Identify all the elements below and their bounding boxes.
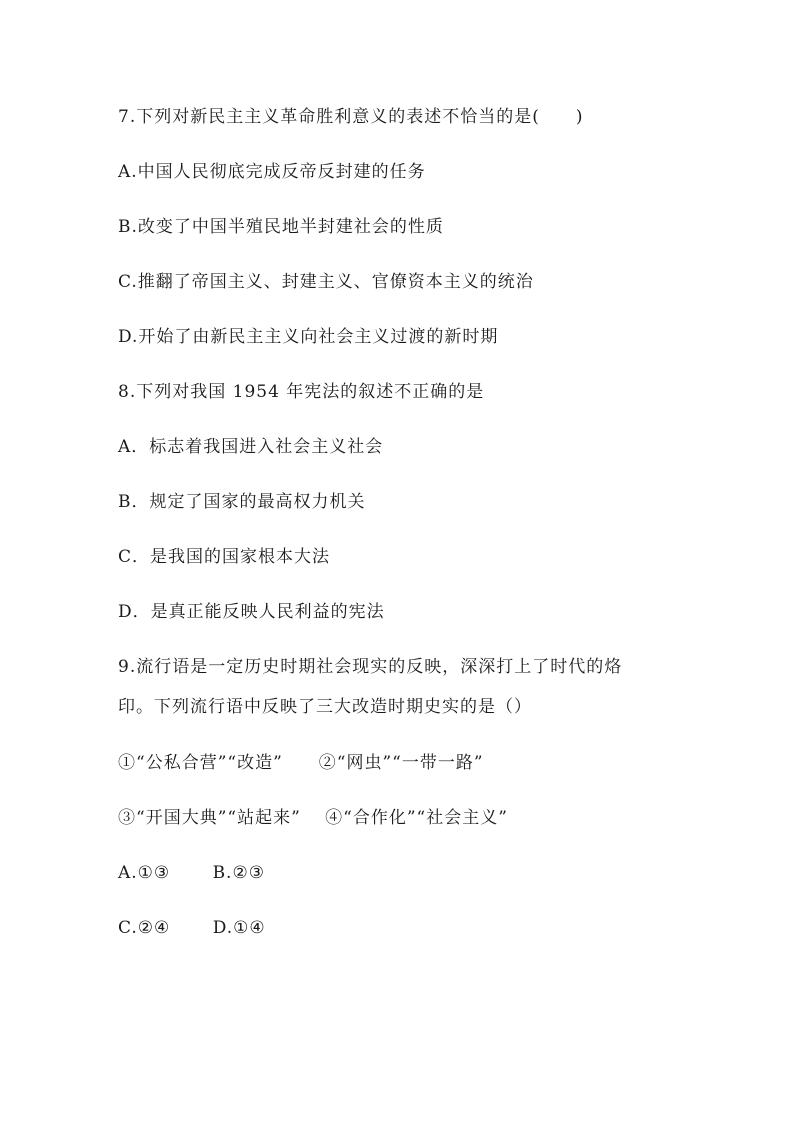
- question-9-stem-line-2: 印。下列流行语中反映了三大改造时期史实的是（）: [118, 697, 532, 717]
- question-8-option-a: A．标志着我国进入社会主义社会: [118, 437, 384, 457]
- question-8-option-c: C．是我国的国家根本大法: [118, 547, 331, 567]
- question-7-option-a: A.中国人民彻底完成反帝反封建的任务: [118, 162, 426, 182]
- question-9-stem-line-1: 9.流行语是一定历史时期社会现实的反映，深深打上了时代的烙: [118, 657, 623, 677]
- question-9-items-line-1: ①“公私合营”“改造” ②“网虫”“一带一路”: [118, 753, 484, 773]
- question-9-items-line-2: ③“开国大典”“站起来” ④“合作化”“社会主义”: [118, 808, 508, 828]
- question-7-option-d: D.开始了由新民主主义向社会主义过渡的新时期: [118, 327, 499, 347]
- question-8-option-d: D．是真正能反映人民利益的宪法: [118, 602, 385, 622]
- question-8-option-b: B．规定了国家的最高权力机关: [118, 492, 366, 512]
- question-8-stem: 8.下列对我国 1954 年宪法的叙述不正确的是: [118, 382, 485, 402]
- question-9-options-line-2: C.②④ D.①④: [118, 918, 266, 938]
- question-9-options-line-1: A.①③ B.②③: [118, 863, 265, 883]
- question-7-option-c: C.推翻了帝国主义、封建主义、官僚资本主义的统治: [118, 272, 534, 292]
- question-7-stem: 7.下列对新民主主义革命胜利意义的表述不恰当的是( ): [118, 107, 584, 127]
- question-7-option-b: B.改变了中国半殖民地半封建社会的性质: [118, 217, 444, 237]
